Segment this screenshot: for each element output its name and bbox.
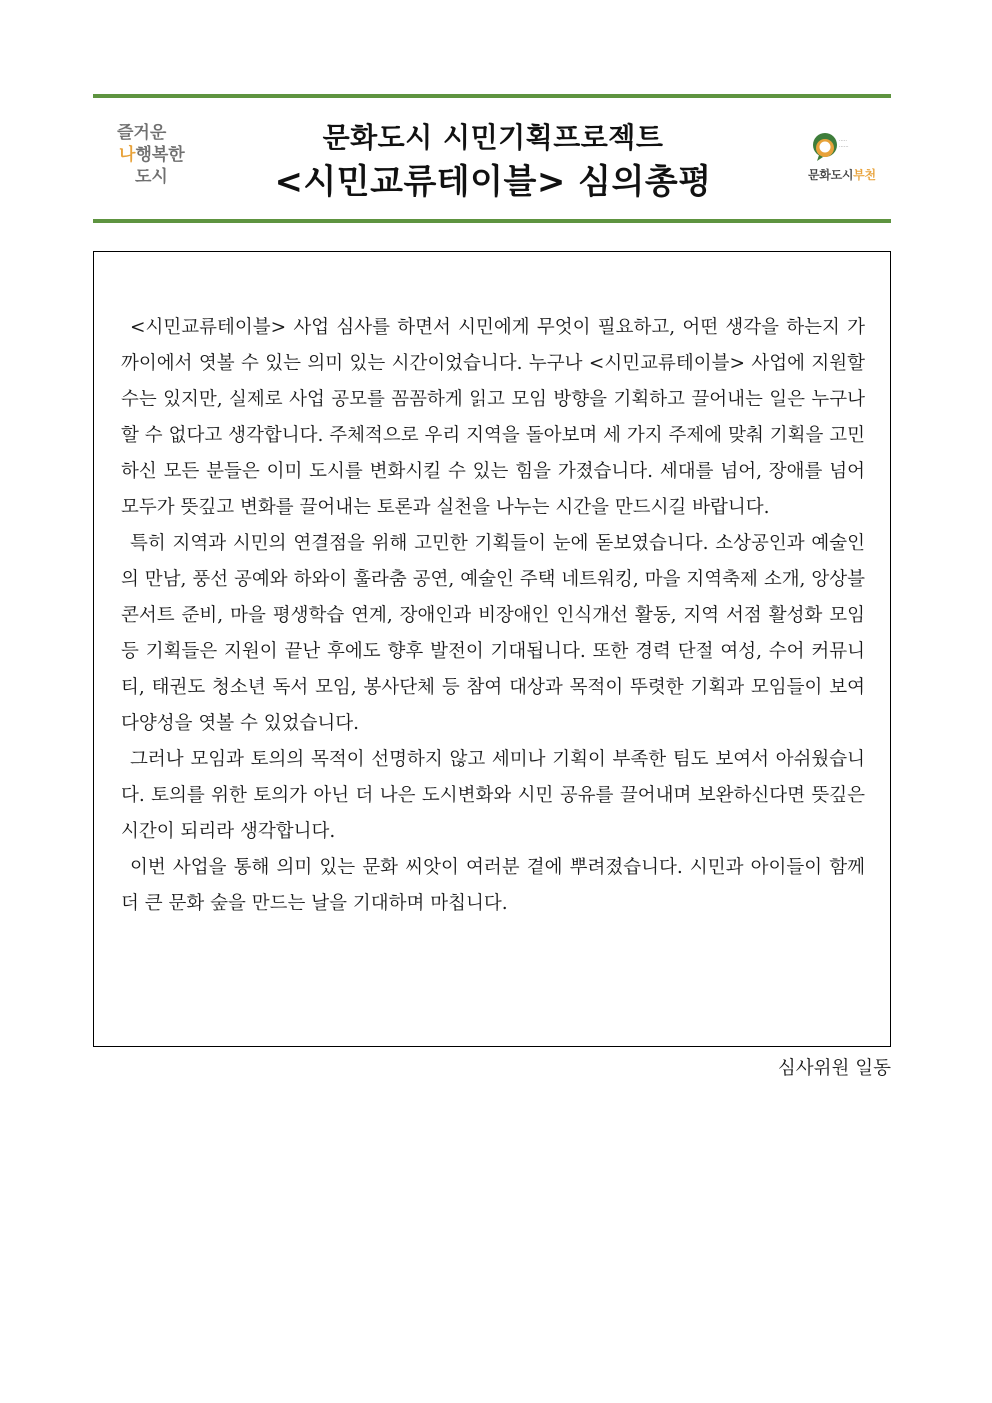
review-body (121, 310, 865, 922)
document-title-line1: 문화도시 시민기획프로젝트 (322, 121, 664, 154)
paragraph-3: 그러나 모임과 토의의 목적이 선명하지 않고 세미나 기획이 부족한 팀도 보여서 아쉬웠습니다. 토의를 위한 토의가 아닌 더 나은 도시변화와 시민 공유를 끌어내며 보완하신다면 뜻깊은 시간이 되리라 생각합니다. (121, 749, 865, 842)
logo-brand-text: 문화도시부천 (808, 168, 876, 182)
header-bottom-rule (93, 219, 891, 223)
document-title-line2: <시민교류테이블> 심의총평 (274, 162, 712, 202)
review-content-box (93, 251, 891, 1047)
document-header (93, 98, 891, 219)
speech-bubble-logo-icon (811, 132, 839, 162)
culture-city-bucheon-logo (805, 132, 891, 192)
logo-small-text: ····· ······ (839, 138, 849, 150)
signature: 심사위원 일동 (777, 1058, 891, 1079)
paragraph-1: <시민교류테이블> 사업 심사를 하면서 시민에게 무엇이 필요하고, 어떤 생각을 하는지 가까이에서 엿볼 수 있는 의미 있는 시간이었습니다. 누구나 <시민교류테이블> 사업에 지원할 수는 있지만, 실제로 사업 공모를 꼼꼼하게 읽고 모임 방향을 기획하고 끌어내는 일은 누구나 할 수 없다고 생각합니다. 주체적으로 우리 지역을 돌아보며 세 가지 주제에 맞춰 기획을 고민하신 모든 분들은 이미 도시를 변화시킬 수 있는 힘을 가졌습니다. 세대를 넘어, 장애를 넘어 모두가 뜻깊고 변화를 끌어내는 토론과 실천을 나누는 시간을 만드시길 바랍니다. (121, 317, 865, 518)
paragraph-2: 특히 지역과 시민의 연결점을 위해 고민한 기획들이 눈에 돋보였습니다. 소상공인과 예술인의 만남, 풍선 공예와 하와이 훌라춤 공연, 예술인 주택 네트워킹, 마을 지역축제 소개, 앙상블 콘서트 준비, 마을 평생학습 연계, 장애인과 비장애인 인식개선 활동, 지역 서점 활성화 모임 등 기획들은 지원이 끝난 후에도 향후 발전이 기대됩니다. 또한 경력 단절 여성, 수어 커뮤니티, 태권도 청소년 독서 모임, 봉사단체 등 참여 대상과 목적이 뚜렷한 기획과 모임들이 보여 다양성을 엿볼 수 있었습니다. (121, 533, 865, 734)
paragraph-4: 이번 사업을 통해 의미 있는 문화 씨앗이 여러분 곁에 뿌려졌습니다. 시민과 아이들이 함께 더 큰 문화 숲을 만드는 날을 기대하며 마칩니다. (121, 857, 865, 914)
city-slogan-logo: 즐거운 나행복한 도시 (117, 123, 185, 187)
